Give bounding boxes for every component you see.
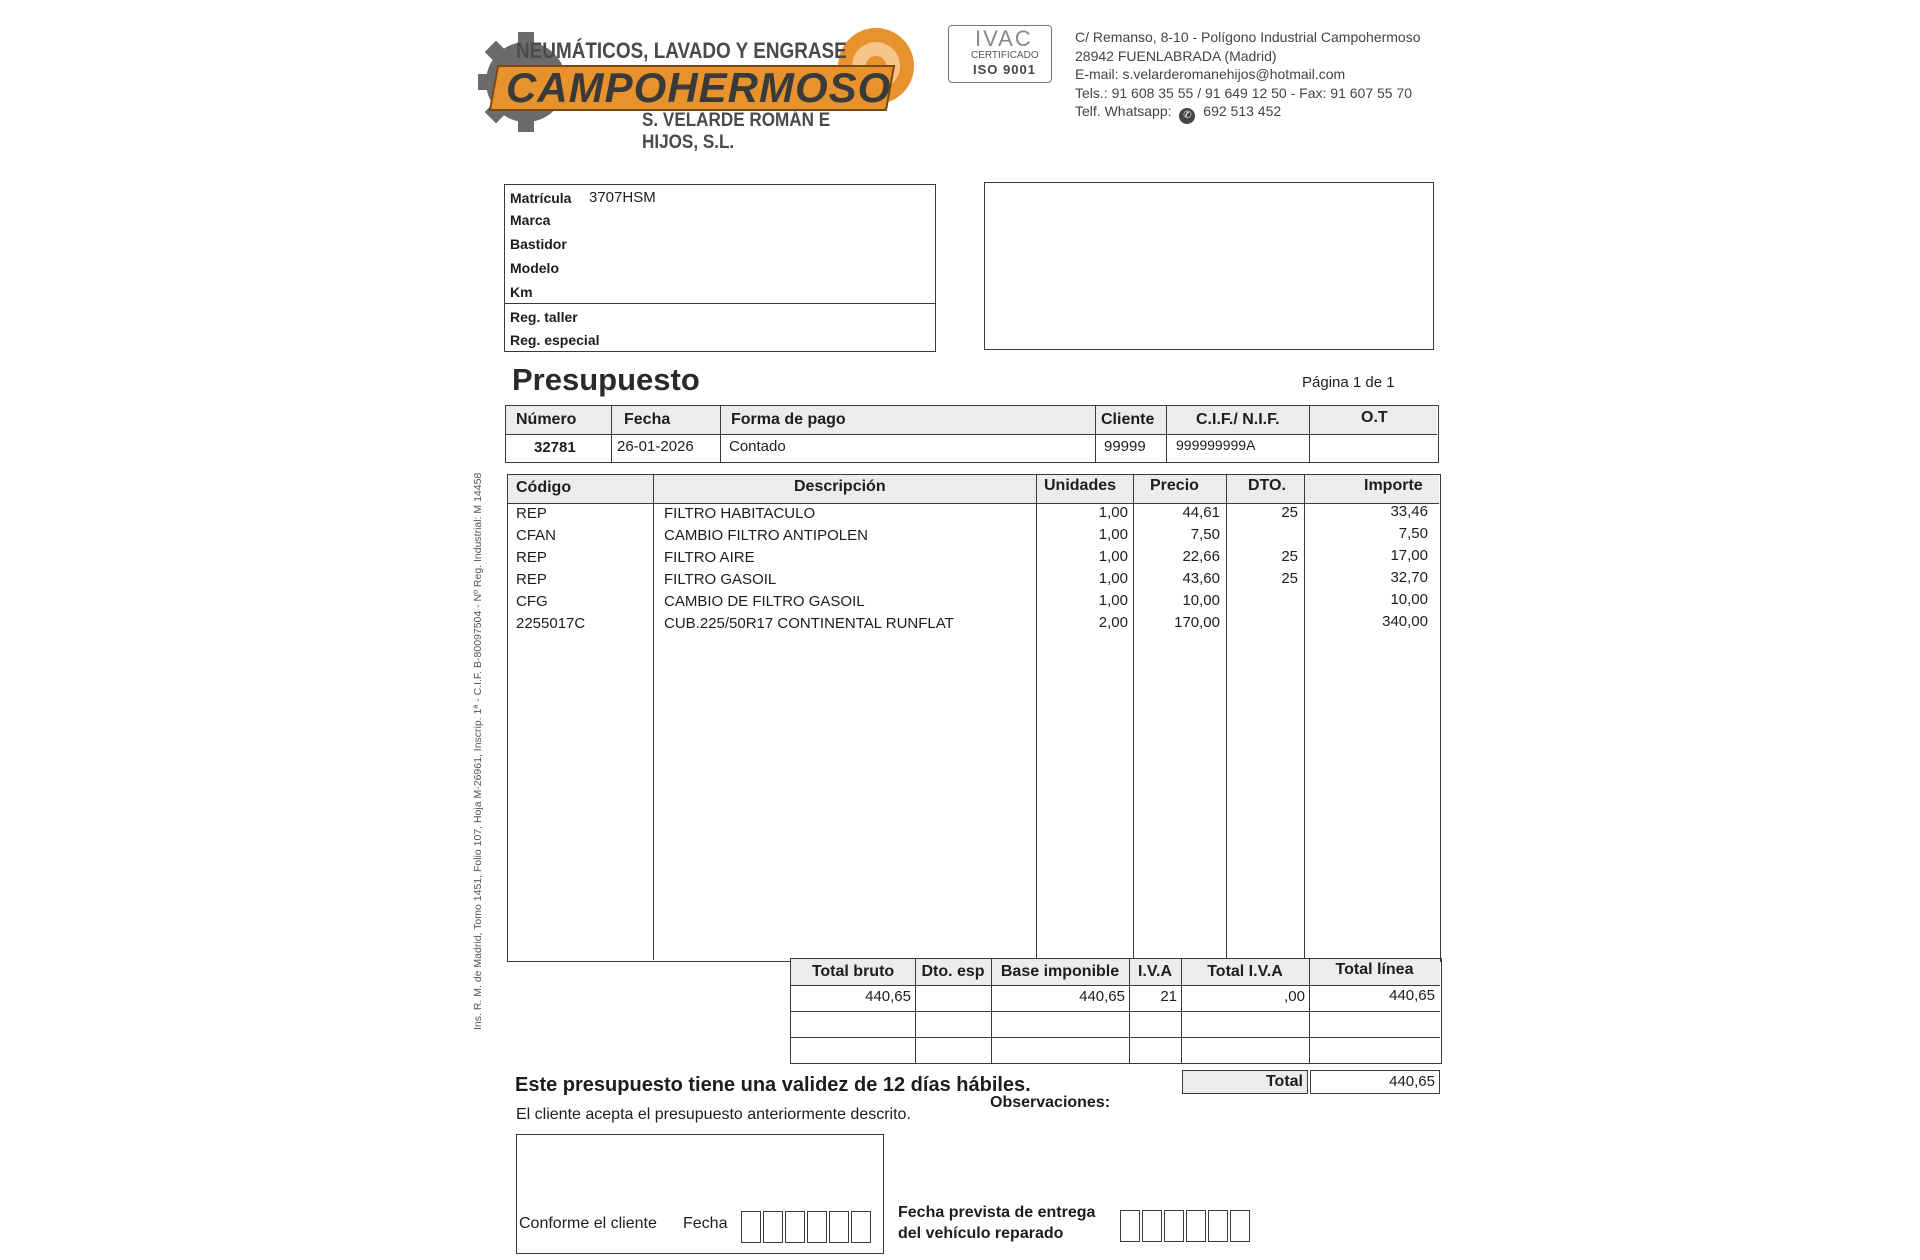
item-codigo: 2255017C	[516, 615, 586, 632]
descripcion-header: Descripción	[794, 478, 886, 495]
item-descripcion: FILTRO HABITACULO	[664, 505, 816, 522]
total-bruto-header: Total bruto	[811, 963, 895, 980]
date-digit-box[interactable]	[807, 1211, 827, 1243]
dto-header: DTO.	[1248, 477, 1286, 494]
delivery-digit-box[interactable]	[1142, 1210, 1162, 1242]
whatsapp-label: Telf. Whatsapp:	[1075, 103, 1172, 119]
fecha-label: Fecha	[683, 1215, 728, 1232]
dto-esp-header: Dto. esp	[921, 963, 985, 980]
item-importe: 33,46	[1390, 503, 1428, 520]
company-tagline: NEUMÁTICOS, LAVADO Y ENGRASE	[516, 38, 847, 63]
item-codigo: REP	[516, 571, 547, 588]
matricula-value: 3707HSM	[589, 189, 656, 206]
unidades-header: Unidades	[1044, 477, 1117, 494]
item-descripcion: CAMBIO FILTRO ANTIPOLEN	[664, 527, 868, 544]
registry-side-text: Ins. R. M. de Madrid, Tomo 1451, Folio 107, Hoja M-26961, Inscrip. 1ª - C.I.F. B-80097504 - Nº Reg. Industrial: M 14458	[472, 472, 484, 1030]
precio-header: Precio	[1150, 477, 1199, 494]
item-unidades: 1,00	[1098, 526, 1128, 543]
reg-taller-label: Reg. taller	[510, 309, 578, 325]
item-dto: 25	[1281, 570, 1298, 587]
item-precio: 10,00	[1182, 592, 1220, 609]
acceptance-note: El cliente acepta el presupuesto anteriormente descrito.	[516, 1106, 911, 1123]
cert-line1: CERTIFICADO	[971, 50, 1039, 61]
item-importe: 7,50	[1398, 525, 1428, 542]
email-line: E-mail: s.velarderomanehijos@hotmail.com	[1075, 66, 1346, 82]
page-number: Página 1 de 1	[1302, 374, 1395, 391]
company-legal-name: S. VELARDE ROMÁN E HIJOS, S.L.	[642, 110, 831, 153]
grand-total-label-box	[1182, 1070, 1308, 1094]
iva-header: I.V.A	[1137, 963, 1173, 980]
iso-certificate-badge	[948, 25, 1052, 83]
item-precio: 22,66	[1182, 548, 1220, 565]
item-importe: 17,00	[1390, 547, 1428, 564]
item-dto: 25	[1281, 548, 1298, 565]
item-codigo: REP	[516, 505, 547, 522]
whatsapp-icon: ✆	[1179, 108, 1195, 124]
date-digit-box[interactable]	[829, 1211, 849, 1243]
cert-line2: ISO 9001	[973, 62, 1036, 77]
company-logo	[476, 18, 916, 153]
total-iva-header: Total I.V.A	[1207, 963, 1283, 980]
numero-header: Número	[516, 411, 577, 428]
codigo-header: Código	[516, 479, 572, 496]
forma-pago-value: Contado	[729, 438, 786, 455]
date-digit-box[interactable]	[851, 1211, 871, 1243]
item-codigo: REP	[516, 549, 547, 566]
client-signature-box[interactable]	[516, 1134, 884, 1254]
item-unidades: 1,00	[1098, 548, 1128, 565]
item-unidades: 1,00	[1098, 504, 1128, 521]
total-linea-header: Total línea	[1335, 961, 1414, 978]
item-descripcion: CAMBIO DE FILTRO GASOIL	[664, 593, 865, 610]
item-precio: 44,61	[1182, 504, 1220, 521]
item-descripcion: FILTRO GASOIL	[664, 571, 777, 588]
item-unidades: 2,00	[1098, 614, 1128, 631]
item-importe: 10,00	[1390, 591, 1428, 608]
base-imponible-header: Base imponible	[1000, 963, 1120, 980]
bastidor-label: Bastidor	[510, 236, 567, 252]
item-precio: 43,60	[1182, 570, 1220, 587]
item-unidades: 1,00	[1098, 570, 1128, 587]
item-precio: 7,50	[1190, 526, 1220, 543]
total-linea-value: 440,65	[1389, 987, 1435, 1004]
total-bruto-value: 440,65	[865, 988, 911, 1005]
vehicle-info-box	[504, 184, 936, 352]
whatsapp-number: 692 513 452	[1203, 103, 1282, 119]
item-precio: 170,00	[1174, 614, 1220, 631]
customer-box	[984, 182, 1434, 350]
phones-line: Tels.: 91 608 35 55 / 91 649 12 50 - Fax: 91 607 55 70	[1075, 84, 1413, 101]
delivery-date-label-line2: del vehículo reparado	[898, 1225, 1064, 1242]
modelo-label: Modelo	[510, 260, 559, 276]
cliente-value: 99999	[1104, 438, 1146, 455]
forma-pago-header: Forma de pago	[731, 411, 846, 428]
marca-label: Marca	[510, 212, 551, 228]
iva-value: 21	[1160, 988, 1177, 1005]
observaciones-label: Observaciones:	[990, 1094, 1111, 1111]
company-name: CAMPOHERMOSO	[506, 64, 892, 111]
fecha-value: 26-01-2026	[617, 438, 694, 455]
company-address	[1075, 28, 1421, 124]
item-codigo: CFG	[516, 593, 548, 610]
cert-mark: IVAC	[975, 26, 1033, 51]
date-digit-box[interactable]	[785, 1211, 805, 1243]
item-importe: 32,70	[1390, 569, 1428, 586]
item-codigo: CFAN	[516, 527, 557, 544]
date-digit-box[interactable]	[741, 1211, 761, 1243]
numero-value: 32781	[534, 439, 576, 456]
item-descripcion: CUB.225/50R17 CONTINENTAL RUNFLAT	[664, 615, 954, 632]
base-imponible-value: 440,65	[1079, 988, 1125, 1005]
totals-table	[790, 958, 1442, 1064]
address-line2: 28942 FUENLABRADA (Madrid)	[1075, 47, 1277, 64]
cliente-header: Cliente	[1101, 411, 1155, 428]
km-label: Km	[510, 284, 533, 300]
validity-note: Este presupuesto tiene una validez de 12 días hábiles.	[515, 1074, 1031, 1096]
whatsapp-line	[1075, 102, 1421, 124]
fecha-header: Fecha	[624, 411, 671, 428]
document-title: Presupuesto	[512, 362, 700, 397]
items-table	[507, 474, 1441, 962]
delivery-digit-box[interactable]	[1186, 1210, 1206, 1242]
grand-total-value: 440,65	[1389, 1073, 1435, 1090]
delivery-digit-box[interactable]	[1208, 1210, 1228, 1242]
delivery-date-label-line1: Fecha prevista de entrega	[898, 1204, 1096, 1221]
delivery-digit-box[interactable]	[1230, 1210, 1250, 1242]
delivery-date-label	[898, 1202, 1095, 1244]
nif-header: C.I.F./ N.I.F.	[1196, 411, 1280, 428]
ot-header: O.T	[1361, 409, 1388, 426]
reg-especial-label: Reg. especial	[510, 332, 600, 348]
matricula-label: Matrícula	[510, 190, 572, 206]
grand-total-label: Total	[1265, 1073, 1303, 1090]
delivery-digit-box[interactable]	[1164, 1210, 1184, 1242]
total-iva-value: ,00	[1284, 988, 1305, 1005]
nif-value: 999999999A	[1176, 437, 1256, 453]
grand-total-value-box	[1310, 1070, 1440, 1094]
item-descripcion: FILTRO AIRE	[664, 549, 755, 566]
document-info-table	[505, 405, 1439, 463]
date-digit-box[interactable]	[763, 1211, 783, 1243]
item-dto: 25	[1281, 504, 1298, 521]
conforme-label: Conforme el cliente	[519, 1215, 657, 1232]
item-importe: 340,00	[1382, 613, 1428, 630]
item-unidades: 1,00	[1098, 592, 1128, 609]
delivery-digit-box[interactable]	[1120, 1210, 1140, 1242]
importe-header: Importe	[1364, 477, 1423, 494]
address-line1: C/ Remanso, 8-10 - Polígono Industrial Campohermoso	[1075, 29, 1421, 45]
